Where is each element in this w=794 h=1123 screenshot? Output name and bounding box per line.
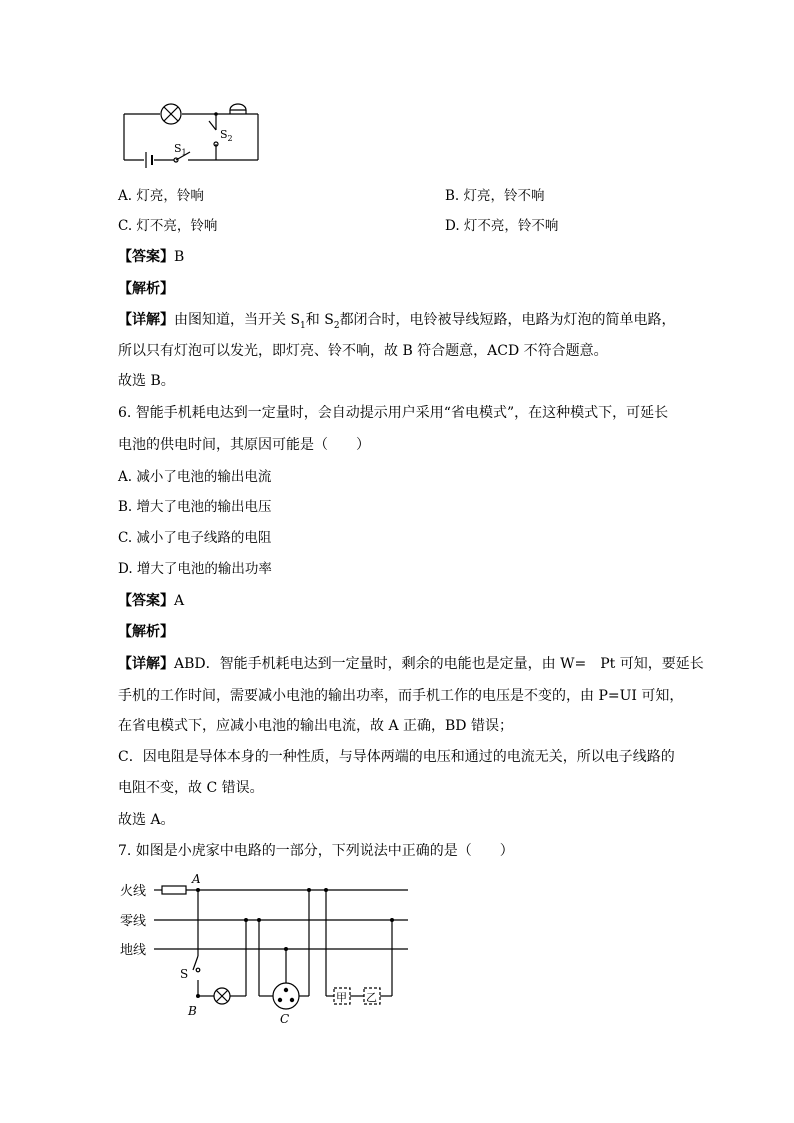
q5-option-d: D. 灯不亮，铃不响 [445, 218, 559, 234]
q6-detail-line-2: 手机的工作时间，需要减小电池的输出功率，而手机工作的电压是不变的，由 P=UI 可知， [118, 688, 684, 704]
q6-analysis-heading: 【解析】 [118, 624, 174, 640]
point-a-label: A [192, 872, 201, 886]
q5-analysis-heading: 【解析】 [118, 281, 174, 297]
q6-option-a: A. 减小了电池的输出电流 [118, 469, 272, 485]
q6-detail-line-4: C．因电阻是导体本身的一种性质，与导体两端的电压和通过的电流无关，所以电子线路的 [118, 749, 675, 765]
q6-detail-line-5: 电阻不变，故 C 错误。 [118, 780, 264, 796]
q6-stem-line-2: 电池的供电时间，其原因可能是（ ） [118, 437, 370, 453]
household-circuit-diagram [118, 870, 418, 1028]
q6-answer: 【答案】A [118, 593, 185, 609]
q6-option-b: B. 增大了电池的输出电压 [118, 499, 272, 515]
q6-option-c: C. 减小了电子线路的电阻 [118, 530, 272, 546]
q5-detail-line-2: 所以只有灯泡可以发光，即灯亮、铃不响，故 B 符合题意，ACD 不符合题意。 [118, 343, 608, 359]
q6-detail-line-1: 【详解】ABD．智能手机耗电达到一定量时，剩余的电能也是定量，由 W= Pt 可知，要延长 [118, 656, 704, 672]
q6-conclusion: 故选 A。 [118, 812, 175, 828]
q5-answer: 【答案】B [118, 249, 185, 265]
q5-option-a: A. 灯亮，铃响 [118, 188, 204, 204]
ground-wire-label: 地线 [120, 943, 147, 958]
q6-stem-line-1: 6. 智能手机耗电达到一定量时，会自动提示用户采用“省电模式”，在这种模式下，可延长 [118, 405, 669, 421]
q5-detail-line-1: 【详解】由图知道，当开关 $S_1$和 $S_2$都闭合时，电铃被导线短路，电路为灯泡的简单电路， [118, 312, 676, 331]
switch-s-label: S [180, 967, 189, 981]
point-b-label: B [188, 1004, 197, 1018]
point-c-label: C [280, 1012, 290, 1026]
q5-option-c: C. 灯不亮，铃响 [118, 218, 218, 234]
s1-label: $S_1$ [174, 142, 187, 157]
neutral-wire-label: 零线 [120, 914, 147, 929]
q6-option-d: D. 增大了电池的输出功率 [118, 561, 272, 577]
q5-conclusion: 故选 B。 [118, 373, 175, 389]
device-yi-label: 乙 [366, 991, 377, 1004]
q7-stem: 7. 如图是小虎家中电路的一部分，下列说法中正确的是（ ） [118, 843, 514, 859]
circuit-diagram-bell [118, 96, 268, 168]
q6-detail-line-3: 在省电模式下，应减小电池的输出电流，故 A 正确，BD 错误； [118, 718, 513, 734]
live-wire-label: 火线 [120, 884, 147, 899]
s2-label: $S_2$ [220, 128, 233, 143]
q5-option-b: B. 灯亮，铃不响 [445, 188, 545, 204]
device-jia-label: 甲 [336, 991, 347, 1004]
